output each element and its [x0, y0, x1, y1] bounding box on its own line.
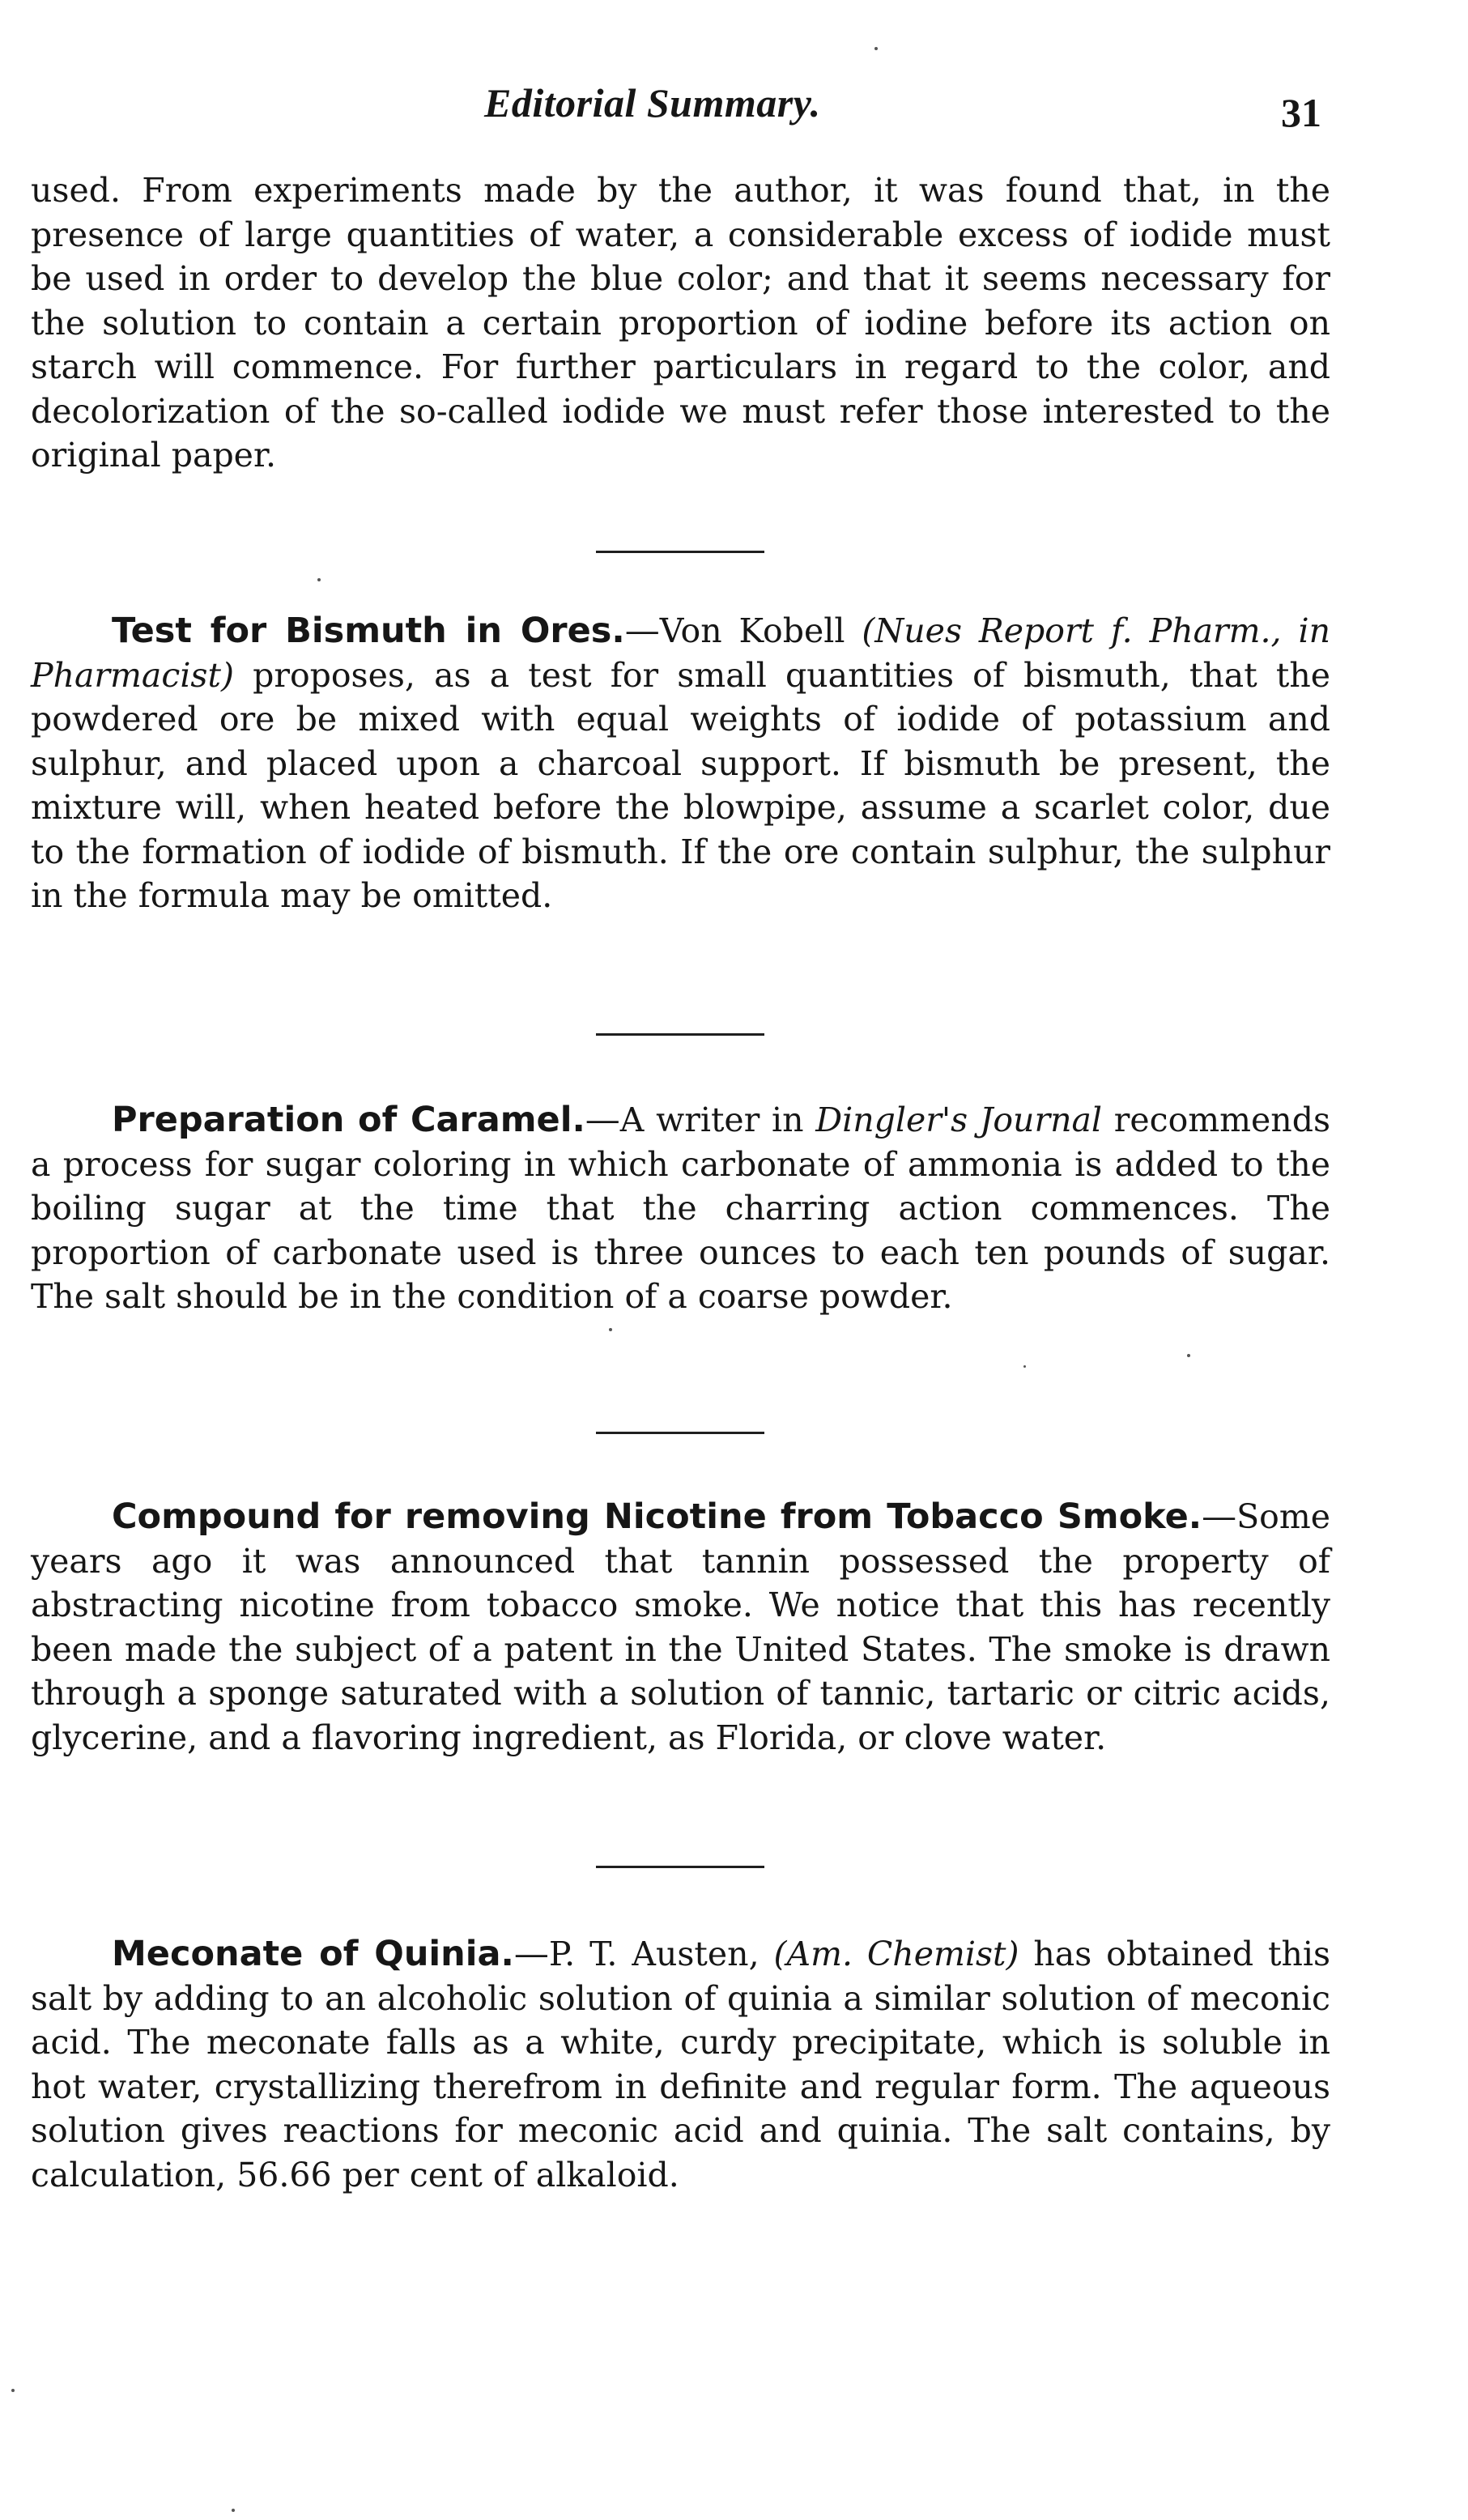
running-head — [0, 79, 1468, 136]
section-divider — [596, 551, 764, 553]
article-caramel — [31, 1098, 1330, 1319]
scan-speck — [1023, 1365, 1026, 1368]
article-dash: — — [513, 1934, 549, 1974]
page-number: 31 — [1281, 90, 1321, 135]
section-divider — [596, 1033, 764, 1036]
scan-speck — [609, 1328, 612, 1331]
scan-speck — [1187, 1354, 1190, 1357]
scan-speck — [874, 47, 878, 50]
article-body-before: A writer in — [619, 1100, 816, 1139]
article-dash: — — [585, 1100, 620, 1140]
article-source: Dingler's Journal — [815, 1100, 1103, 1139]
article-dash: — — [1202, 1496, 1237, 1537]
article-bismuth — [31, 609, 1330, 918]
article-body-after: proposes, as a test for small quantities of bismuth, that the powdered ore be mixed with equal weights of iodide of potassium and sulphur, and placed upon a charcoal support. If bismuth be present, the mixture will, when heated before the blowpipe, assume a scarlet color, due to the formation of iodide of bismuth. If the ore contain sulphur, the sulphur in the formula may be omitted. — [31, 655, 1330, 915]
article-title: Test for Bismuth in Ores. — [112, 611, 625, 651]
article-nicotine — [31, 1495, 1330, 1760]
article-dash: — — [624, 611, 660, 651]
article-title: Meconate of Quinia. — [112, 1934, 514, 1974]
article-title: Compound for removing Nicotine from Tobacco Smoke. — [112, 1496, 1202, 1537]
article-source: (Nues Report f. Pharm., in Pharmacist) — [31, 611, 1331, 695]
article-quinia — [31, 1932, 1330, 2197]
section-divider — [596, 1432, 764, 1434]
article-source: (Am. Chemist) — [773, 1935, 1019, 1973]
article-title: Preparation of Caramel. — [112, 1100, 585, 1140]
scan-speck — [317, 578, 321, 581]
article-body-before: P. T. Austen, — [548, 1935, 774, 1973]
scan-speck — [232, 2509, 235, 2512]
article-body-after: has obtained this salt by adding to an alcoholic solution of quinia a similar solution of meconic acid. The meconate falls as a white, curdy precipitate, which is soluble in hot water, crystallizing therefrom in definite and regular form. The aqueous solution gives reactions for meconic acid and quinia. The salt contains, by calculation, 56.66 per cent of alkaloid. — [31, 1935, 1331, 2194]
continued-text: used. From experiments made by the author, it was found that, in the presence of large quantities of water, a considerable excess of iodide must be used in order to develop the blue color; and that it seems necessary for the solution to contain a certain proportion of iodine before its action on starch will commence. For further particulars in regard to the color, and decolorization of the so-called iodide we must refer those interested to the original paper. — [31, 171, 1330, 475]
scan-speck — [11, 2389, 15, 2392]
section-divider — [596, 1866, 764, 1868]
article-body-before: Von Kobell — [659, 611, 862, 650]
continued-paragraph — [31, 168, 1330, 478]
article-body-before: Some years ago it was announced that tannin possessed the property of abstracting nicotine from tobacco smoke. We notice that this has recently been made the subject of a patent in the United States. The smoke is drawn through a sponge saturated with a solution of tannic, tartaric or citric acids, glycerine, and a flavoring ingredient, as Florida, or clove water. — [31, 1497, 1330, 1757]
running-title: Editorial Summary. — [484, 80, 821, 126]
article-body-after: recommends a process for sugar coloring in which carbonate of ammonia is added to the boiling sugar at the time that the charring action commences. The proportion of carbonate used is three ounces to each ten pounds of sugar. The salt should be in the condition of a coarse powder. — [31, 1100, 1330, 1316]
